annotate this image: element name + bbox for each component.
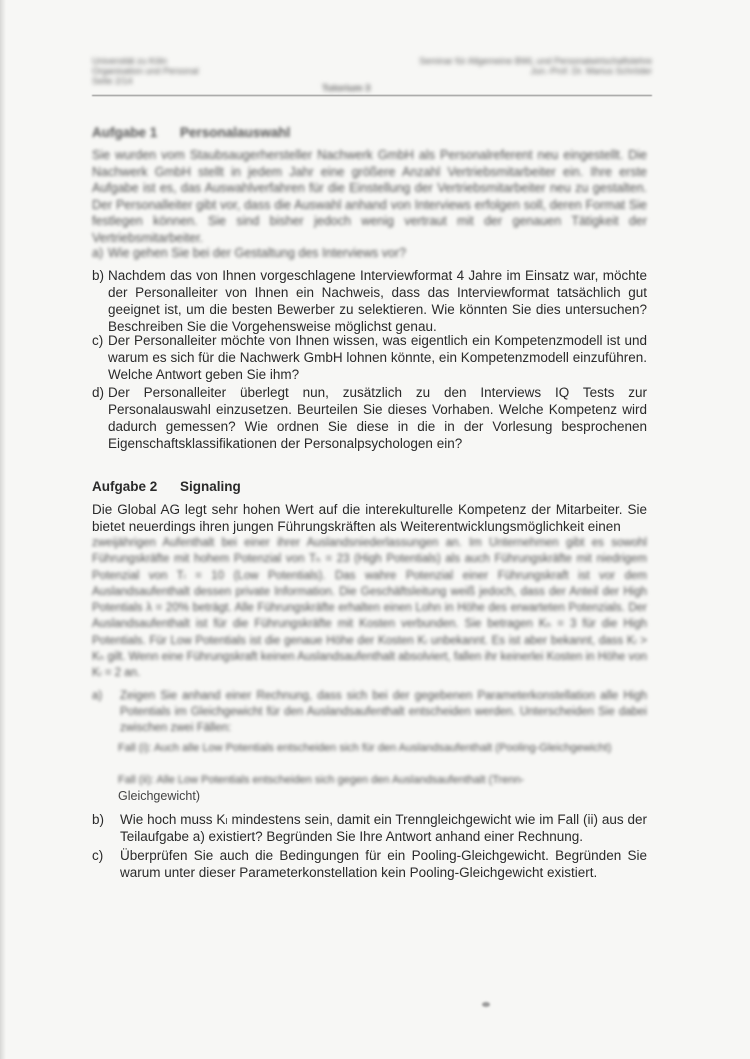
header-left bbox=[92, 56, 199, 86]
task1-title: Personalauswahl bbox=[180, 125, 291, 140]
task1-item-b bbox=[92, 267, 647, 335]
item-text: Der Personalleiter überlegt nun, zusätzlich zu den Interviews IQ Tests zur Personalauswahl einzusetzen. Beurteilen Sie dieses Vorhaben. Welche Kompetenz wird dadurch gemessen? Wie ordnen Sie diese in die in der Vorlesung besprochenen Eigenschaftsklassifikationen der Personalpsychologen ein? bbox=[108, 385, 647, 451]
task2-title: Signaling bbox=[180, 479, 241, 494]
item-label: a) bbox=[92, 246, 104, 260]
header-left-line: Universität zu Köln bbox=[92, 56, 168, 66]
item-label: b) bbox=[92, 812, 105, 827]
task2-case-2: Fall (ii): Alle Low Potentials entscheiden sich gegen den Auslandsaufenthalt (Trenn- bbox=[118, 774, 525, 786]
task1-item-d bbox=[92, 384, 647, 452]
item-label: d) bbox=[92, 385, 105, 400]
item-label: c) bbox=[92, 848, 104, 863]
header-divider bbox=[92, 95, 652, 96]
header-center: Tutorium 3 bbox=[322, 83, 371, 94]
task1-item-a bbox=[92, 245, 647, 262]
task1-heading bbox=[92, 125, 290, 140]
task2-case-2-tail: Gleichgewicht) bbox=[118, 789, 200, 803]
task2-heading bbox=[92, 479, 241, 494]
task1-intro: Sie wurden vom Staubsaugerhersteller Nachwerk GmbH als Personalreferent neu eingestellt. Die Nachwerk GmbH stellt in jedem Jahr eine größere Anzahl Vertriebsmitarbeiter ein. Ihre erste Aufgabe ist es, das Auswahlverfahren für die Einstellung der Vertriebsmitarbeiter neu zu gestalten. Der Personalleiter gibt vor, dass die Auswahl anhand von Interviews erfolgen soll, deren Format Sie festlegen können. Sie sind bisher jedoch wenig vertraut mit der genauen Tätigkeit der Vertriebsmitarbeiter. bbox=[92, 148, 647, 245]
item-text: Wie hoch muss Kₗ mindestens sein, damit ein Trenngleichgewicht wie im Fall (ii) aus der Teilaufgabe a) existiert? Begründen Sie Ihre Antwort anhand einer Rechnung. bbox=[120, 812, 647, 844]
task2-case-1: Fall (i): Auch alle Low Potentials entscheiden sich für den Auslandsaufenthalt (Pooling-Gleichgewicht) bbox=[118, 742, 612, 754]
header-left-line: Organisation und Personal bbox=[92, 66, 199, 76]
page-edge bbox=[0, 0, 6, 1059]
header-right-line: Jun.-Prof. Dr. Marius Schröder bbox=[530, 66, 652, 76]
header-right-line: Seminar für Allgemeine BWL und Personalwirtschaftslehre bbox=[419, 56, 652, 66]
item-label: c) bbox=[92, 333, 104, 348]
item-label: b) bbox=[92, 268, 105, 283]
task2-intro: Die Global AG legt sehr hohen Wert auf die interekulturelle Kompetenz der Mitarbeiter. Sie bietet neuerdings ihren jungen Führungskräften als Weiterentwicklungsmöglichkeit einen bbox=[92, 502, 647, 534]
task2-number: Aufgabe 2 bbox=[92, 479, 158, 494]
task1-number: Aufgabe 1 bbox=[92, 125, 158, 140]
item-text: Der Personalleiter möchte von Ihnen wissen, was eigentlich ein Kompetenzmodell ist und warum es sich für die Nachwerk GmbH lohnen könnte, ein Kompetenzmodell einzuführen. Welche Antwort geben Sie ihm? bbox=[108, 333, 647, 382]
task2-intro-continued: zweijährigen Aufenthalt bei einer ihrer Auslandsniederlassungen an. Im Unternehmen gibt es sowohl Führungskräfte mit hohem Potenzial von Tₕ = 23 (High Potentials) als auch Führungskräfte mit niedrigem Potenzial von Tₗ = 10 (Low Potentials). Das wahre Potenzial einer Führungskraft ist vor dem Auslandsaufenthalt dessen private Information. Die Geschäftsleitung weiß jedoch, dass der Anteil der High Potentials λ = 20% beträgt. Alle Führungskräfte erhalten einen Lohn in Höhe des erwarteten Potenzials. Der Auslandsaufenthalt ist für die Führungskräfte mit Kosten verbunden. Sie betragen Kₕ = 3 für die High Potentials. Für Low Potentials ist die genaue Höhe der Kosten Kₗ unbekannt. Es ist aber bekannt, dass Kₗ > Kₕ gilt. Wenn eine Führungskraft keinen Auslandsaufenthalt absolviert, fallen ihr keinerlei Kosten in Höhe von Kₗ = 2 an. bbox=[92, 537, 647, 680]
task1-item-c bbox=[92, 332, 647, 383]
item-text: Wie gehen Sie bei der Gestaltung des Interviews vor? bbox=[108, 246, 407, 260]
item-text: Zeigen Sie anhand einer Rechnung, dass sich bei der gegebenen Parameterkonstellation alle High Potentials im Gleichgewicht für den Auslandsaufenthalt entscheiden werden. Unterscheiden Sie dabei zwischen zwei Fällen: bbox=[120, 690, 647, 734]
header-left-line: Seite 2/14 bbox=[92, 76, 133, 86]
task2-item-b bbox=[92, 811, 647, 845]
task2-item-a bbox=[92, 688, 647, 736]
scan-speck bbox=[482, 1002, 490, 1007]
item-text: Überprüfen Sie auch die Bedingungen für ein Pooling-Gleichgewicht. Begründen Sie warum unter dieser Parameterkonstellation kein Pooling-Gleichgewicht existiert. bbox=[120, 848, 647, 880]
task2-item-c bbox=[92, 847, 647, 881]
item-text: Nachdem das von Ihnen vorgeschlagene Interviewformat 4 Jahre im Einsatz war, möchte der Personalleiter von Ihnen ein Nachweis, dass das Interviewformat tatsächlich gut geeignet ist, um die besten Bewerber zu selektieren. Wie könnten Sie dies untersuchen? Beschreiben Sie die Vorgehensweise möglichst genau. bbox=[108, 268, 647, 334]
item-label: a) bbox=[92, 690, 103, 702]
header-right bbox=[419, 56, 652, 76]
